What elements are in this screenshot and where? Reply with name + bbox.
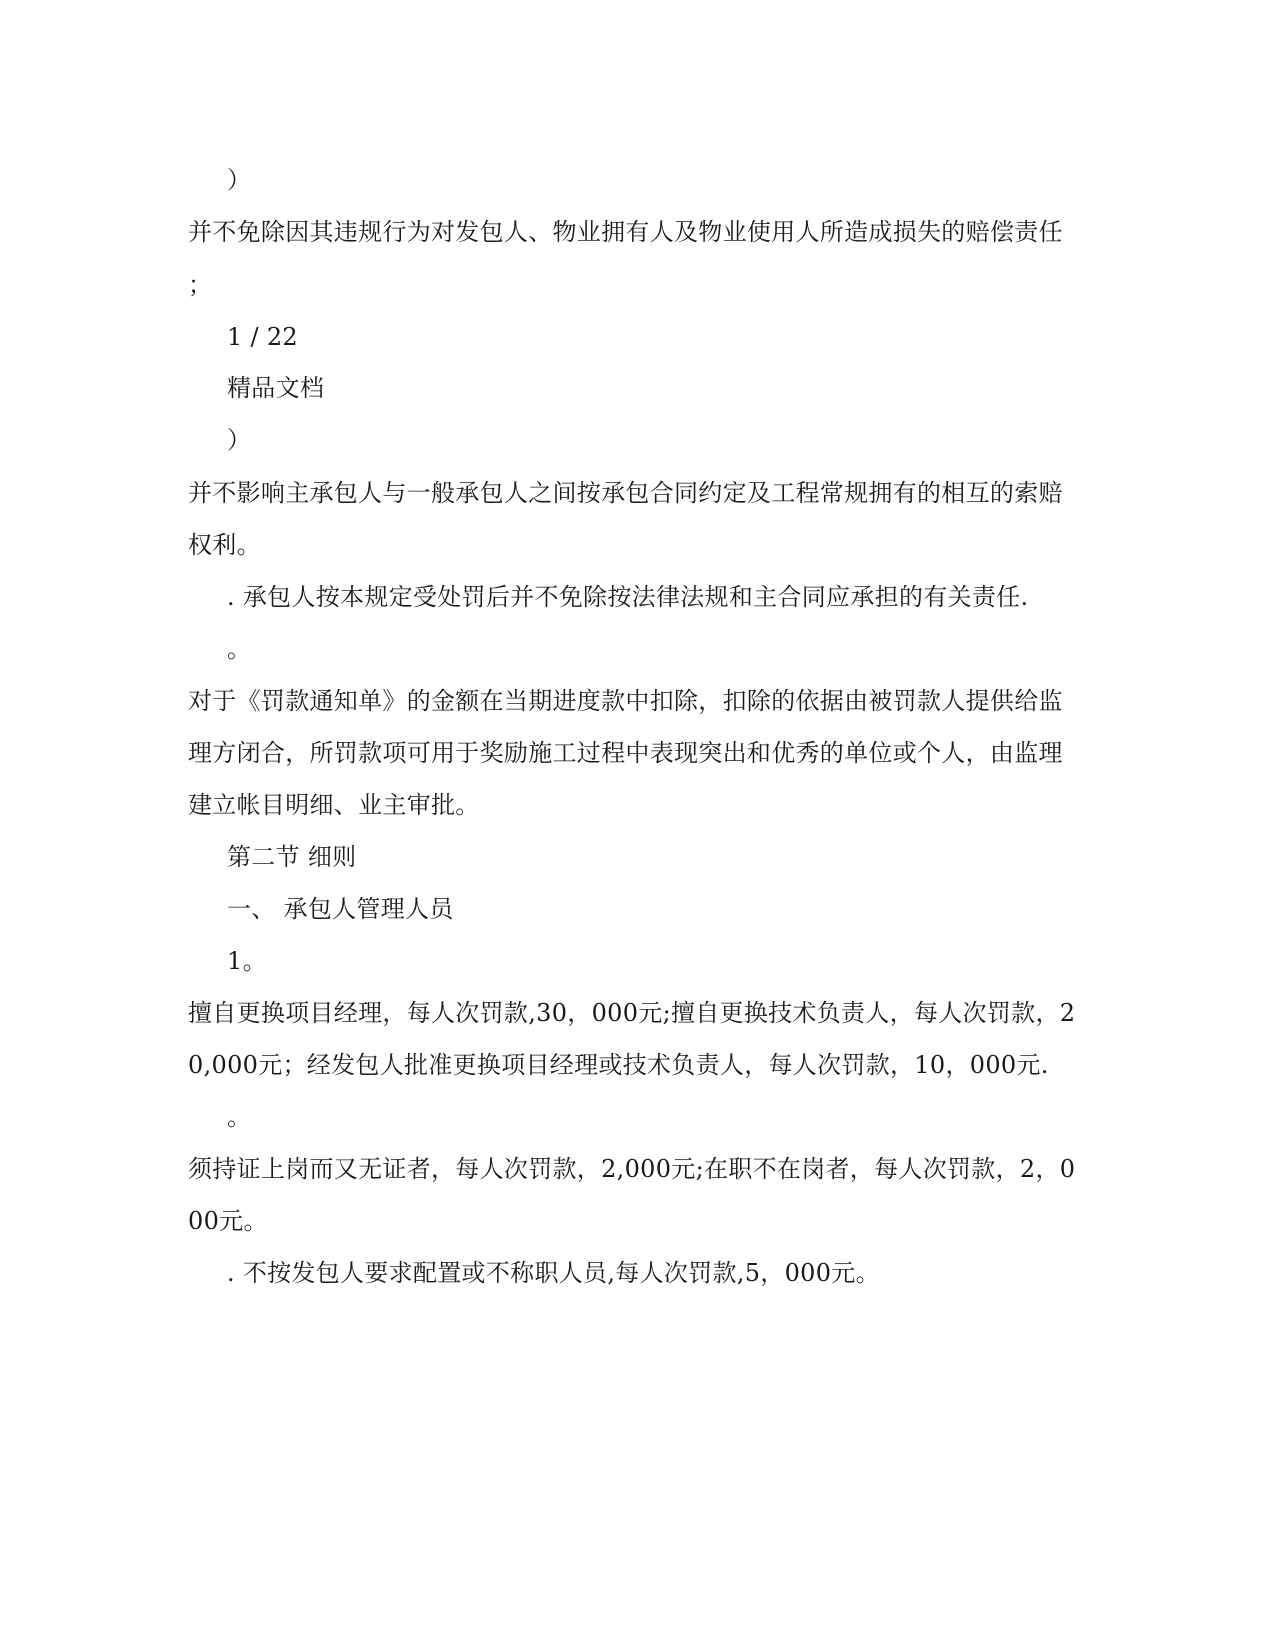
paragraph-line: 建立帐目明细、业主审批。 <box>188 791 480 819</box>
page-header-label: 精品文档 <box>227 374 325 402</box>
paragraph-line: ） <box>227 426 252 454</box>
paragraph-line: . 不按发包人要求配置或不称职人员,每人次罚款,5，000元。 <box>227 1259 880 1287</box>
paragraph-line: 00元。 <box>188 1207 268 1235</box>
page-number: 1 / 22 <box>227 323 298 351</box>
subsection-heading: 一、 承包人管理人员 <box>227 895 454 923</box>
paragraph-line: 0,000元；经发包人批准更换项目经理或技术负责人，每人次罚款，10，000元. <box>188 1051 1049 1079</box>
list-item-number: 1。 <box>227 947 267 975</box>
paragraph-line: 权利。 <box>188 531 261 559</box>
paragraph-line: 擅自更换项目经理，每人次罚款,30，000元;擅自更换技术负责人，每人次罚款，2 <box>188 999 1076 1027</box>
paragraph-line: 。 <box>227 635 252 663</box>
paragraph-line: 并不影响主承包人与一般承包人之间按承包合同约定及工程常规拥有的相互的索赔 <box>188 479 1063 507</box>
paragraph-line: ； <box>188 271 213 299</box>
paragraph-line: 须持证上岗而又无证者，每人次罚款，2,000元;在职不在岗者，每人次罚款，2，0 <box>188 1155 1076 1183</box>
paragraph-line: 对于《罚款通知单》的金额在当期进度款中扣除，扣除的依据由被罚款人提供给监 <box>188 687 1063 715</box>
section-heading: 第二节 细则 <box>227 843 357 871</box>
paragraph-line: 理方闭合，所罚款项可用于奖励施工过程中表现突出和优秀的单位或个人，由监理 <box>188 739 1063 767</box>
paragraph-line: ） <box>227 166 252 194</box>
paragraph-line: 并不免除因其违规行为对发包人、物业拥有人及物业使用人所造成损失的赔偿责任 <box>188 218 1063 246</box>
paragraph-line: . 承包人按本规定受处罚后并不免除按法律法规和主合同应承担的有关责任. <box>227 583 1029 611</box>
paragraph-line: 。 <box>227 1103 252 1131</box>
